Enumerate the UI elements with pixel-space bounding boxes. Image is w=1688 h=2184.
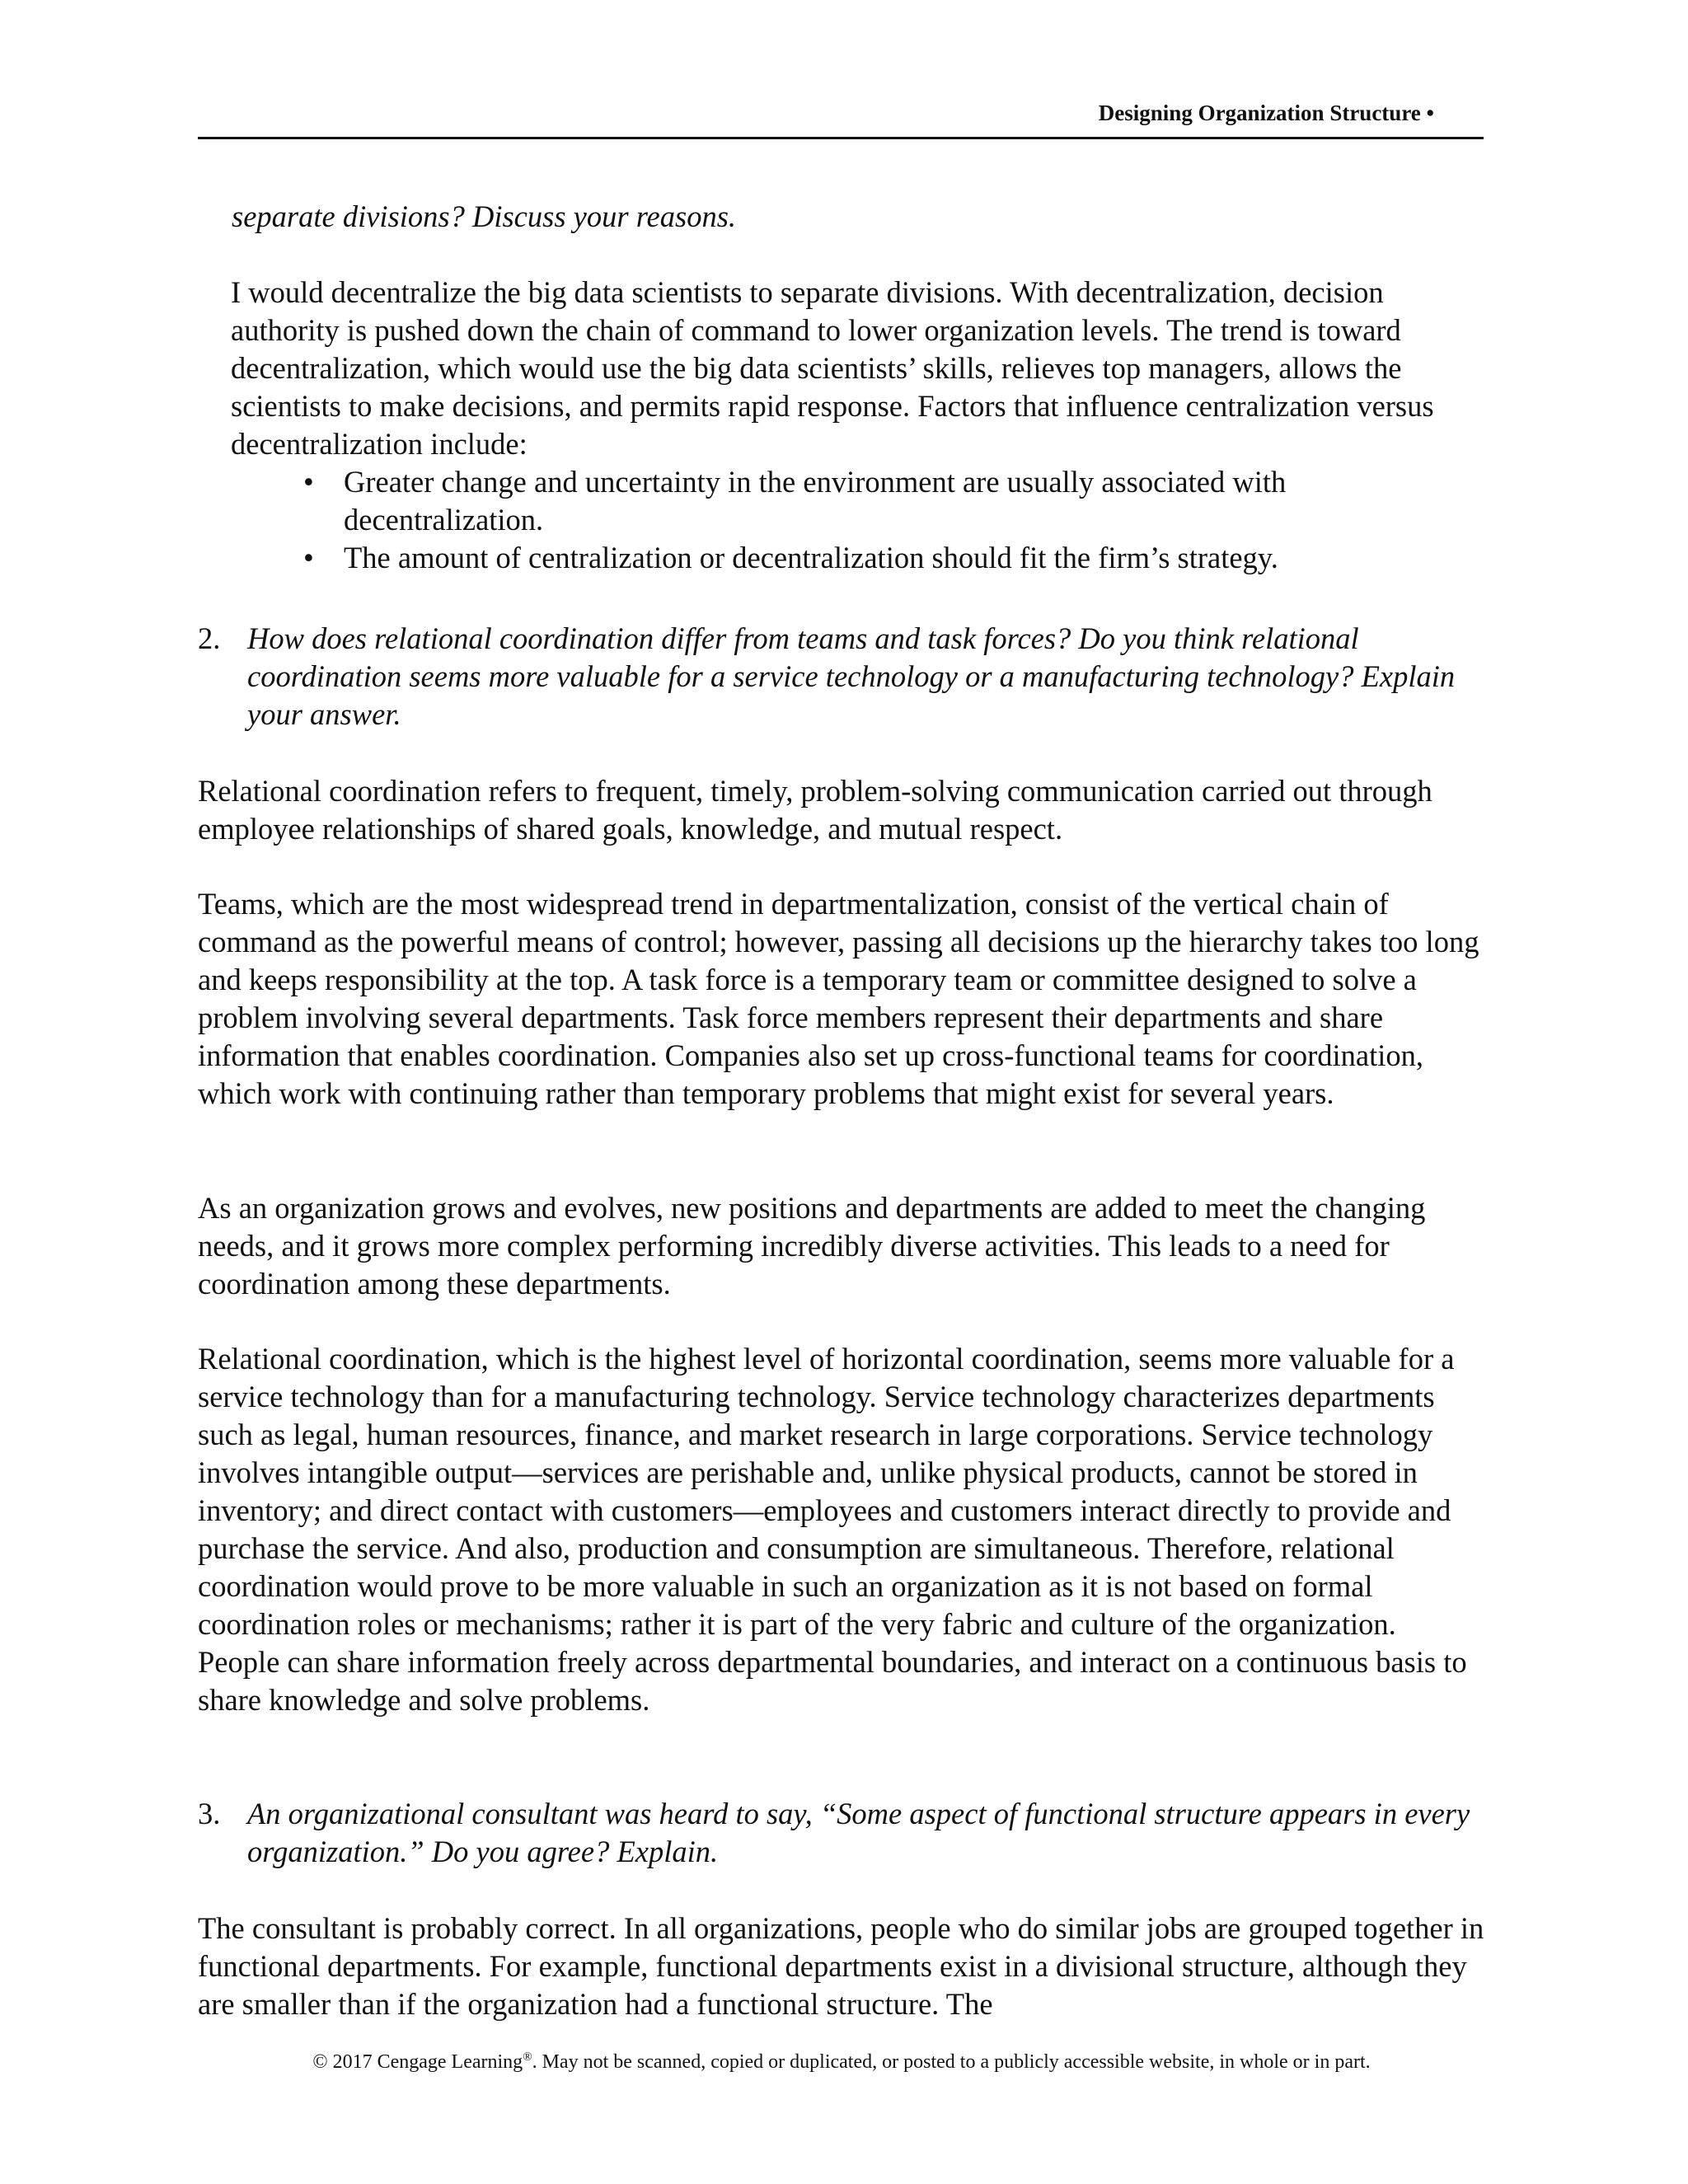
copyright-footer [198,2050,1485,2074]
paragraph: As an organization grows and evolves, new positions and departments are added to meet the changing needs, and it grows more complex performing incredibly diverse activities. This leads to a need for coordination among these departments. [198,1191,1426,1301]
answer-1-paragraph: I would decentralize the big data scientists to separate divisions. With decentralization, decision authority is pushed down the chain of command to lower organization levels. The trend is toward decentralization, which would use the big data scientists’ skills, relieves top managers, allows the scientists to make decisions, and permits rapid response. Factors that influence centralization versus decentralization include: [231,275,1434,461]
bullet-item: • Greater change and uncertainty in the environment are usually associated with decentralization. [303,463,1485,539]
answer-2-paragraph-4 [198,1340,1485,1719]
question-number: 2. [198,621,221,655]
question-3-text: An organizational consultant was heard to say, “Some aspect of functional structure appears in every organization.” Do you agree? Explain. [247,1797,1470,1868]
running-title: Designing Organization Structure • [1098,101,1434,125]
answer-1-bullet-list [198,463,1485,577]
copyright-suffix: . May not be scanned, copied or duplicated, or posted to a publicly accessible website, in whole or in part. [532,2051,1371,2073]
bullet-item: • The amount of centralization or decentralization should fit the firm’s strategy. [303,539,1485,577]
answer-2-paragraph-1 [198,772,1485,848]
copyright-prefix: © 2017 Cengage Learning [312,2051,523,2073]
question-number: 3. [198,1797,221,1830]
question-2 [198,620,1485,733]
question-2-text: How does relational coordination differ from teams and task forces? Do you think relational coordination seems more valuable for a service technology or a manufacturing technology? Explain your answer. [247,621,1456,731]
paragraph: Relational coordination refers to frequent, timely, problem-solving communication carried out through employee relationships of shared goals, knowledge, and mutual respect. [198,774,1432,846]
question-1-tail [198,198,1485,236]
question-3 [198,1795,1485,1871]
answer-1 [198,274,1485,577]
paragraph: Teams, which are the most widespread trend in departmentalization, consist of the vertical chain of command as the powerful means of control; however, passing all decisions up the hierarchy takes too long and keeps responsibility at the top. A task force is a temporary team or committee designed to solve a problem involving several departments. Task force members represent their departments and share information that enables coordination. Companies also set up cross-functional teams for coordination, which work with continuing rather than temporary problems that might exist for several years. [198,887,1479,1110]
registered-mark: ® [523,2050,532,2064]
answer-2-paragraph-3 [198,1189,1485,1303]
running-header [198,99,1484,139]
paragraph: The consultant is probably correct. In all organizations, people who do similar jobs are grouped together in functional departments. For example, functional departments exist in a divisional structure, although they are smaller than if the organization had a functional structure. The [198,1911,1484,2021]
paragraph: Relational coordination, which is the highest level of horizontal coordination, seems more valuable for a service technology than for a manufacturing technology. Service technology characterizes departments such as legal, human resources, finance, and market research in large corporations. Service technology involves intangible output—services are perishable and, unlike physical products, cannot be stored in inventory; and direct contact with customers—employees and customers interact directly to provide and purchase the service. And also, production and consumption are simultaneous. Therefore, relational coordination would prove to be more valuable in such an organization as it is not based on formal coordination roles or mechanisms; rather it is part of the very fabric and culture of the organization. People can share information freely across departmental boundaries, and interact on a continuous basis to share knowledge and solve problems. [198,1342,1467,1717]
answer-2-paragraph-2 [198,885,1485,1113]
answer-3 [198,1910,1485,2023]
question-1-text: separate divisions? Discuss your reasons. [232,199,737,233]
